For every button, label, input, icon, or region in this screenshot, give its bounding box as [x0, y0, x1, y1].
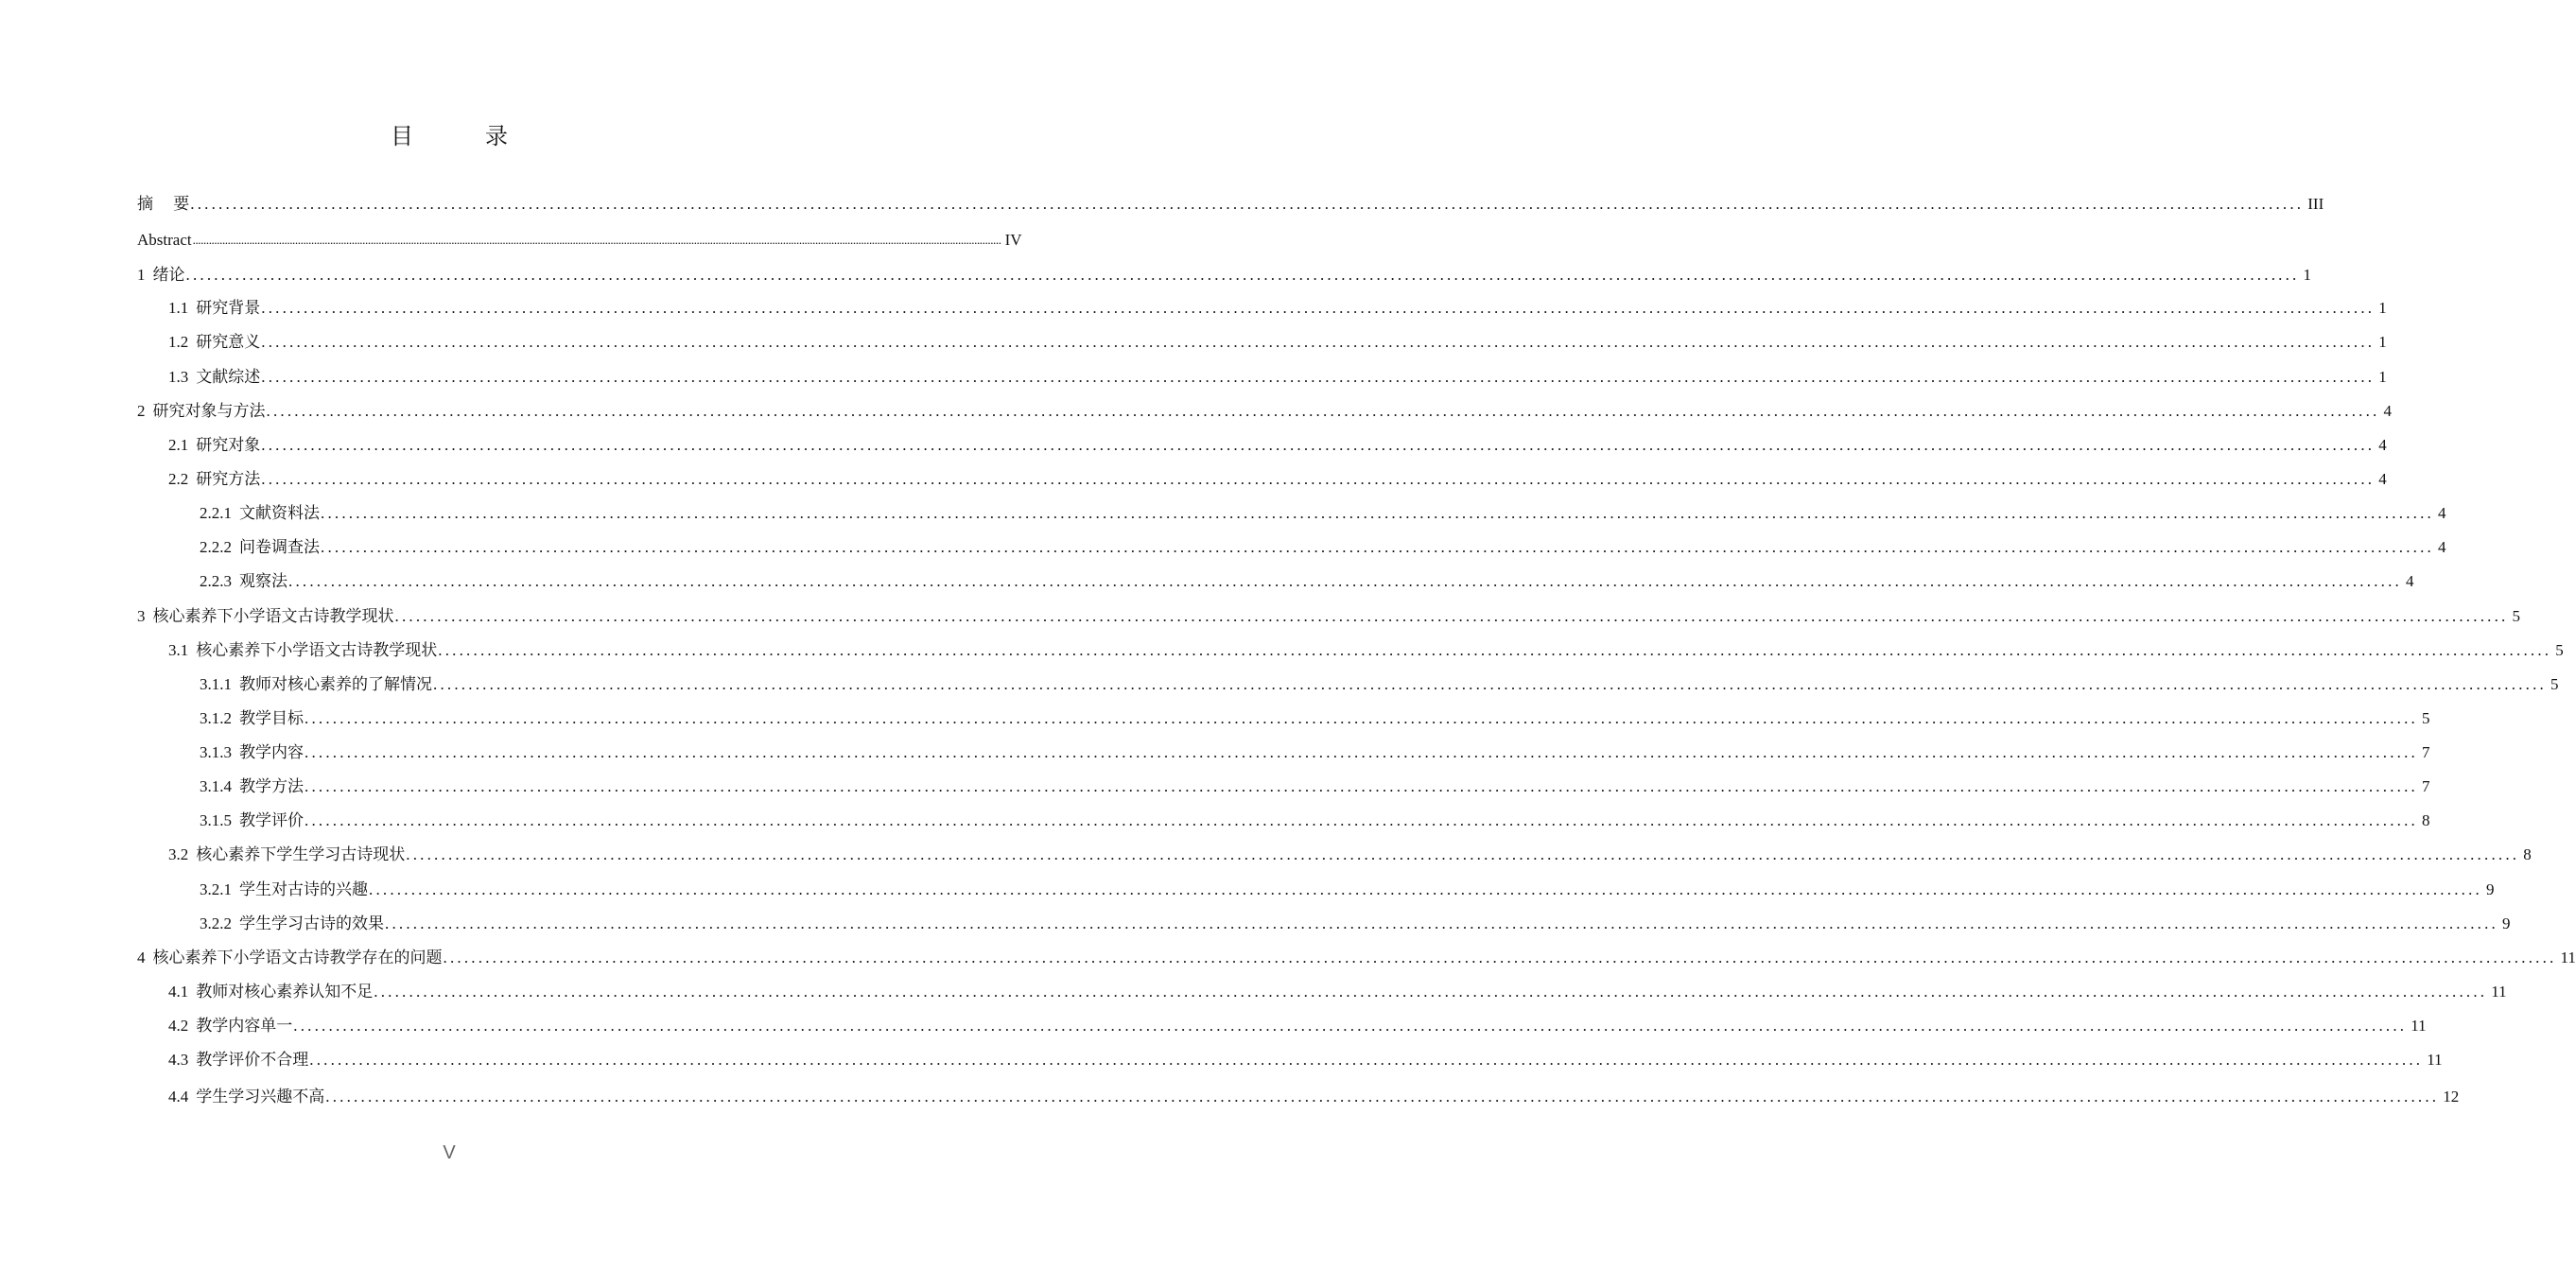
- toc-entry-page: IV: [1004, 231, 1022, 249]
- toc-entry-number: 4.1: [168, 983, 189, 1001]
- toc-entry-number: 4.3: [168, 1051, 189, 1069]
- toc-entry-title: 教学评价不合理: [196, 1051, 309, 1069]
- toc-entry-label: [200, 775, 304, 798]
- toc-entry-title: 学生对古诗的兴趣: [239, 880, 368, 898]
- toc-entry-title: 研究对象与方法: [152, 402, 266, 420]
- toc-entry-label: [168, 1015, 292, 1037]
- toc-leader-dots: ............................................................................................................................................................................................................................................................................................................: [261, 333, 2376, 351]
- toc-entry-page: 12: [2443, 1088, 2460, 1106]
- toc-entry-label: [200, 741, 304, 764]
- toc-entry-title: 教学内容: [239, 743, 304, 761]
- toc-leader-dots: ............................................................................................................................................................................................................................................................................................................: [385, 914, 2498, 932]
- toc-leader-dots: ............................................................................................................................................................................................................................................................................................................: [406, 845, 2520, 863]
- toc-entry-number: 2.2.2: [200, 538, 232, 556]
- toc-entry-number: 3.1.2: [200, 709, 232, 727]
- toc-leader-dots: ............................................................................................................................................................................................................................................................................................................: [305, 709, 2418, 727]
- toc-entry-number: 2.1: [168, 436, 189, 454]
- toc-entry-label: [200, 913, 384, 935]
- toc-entry-page: 8: [2422, 811, 2430, 829]
- toc-entry-page: 4: [2438, 538, 2446, 556]
- toc-entry-title: 核心素养下小学语文古诗教学现状: [152, 607, 394, 625]
- toc-entry[interactable]: [200, 775, 2430, 798]
- toc-entry-number: 1.2: [168, 333, 189, 351]
- toc-entry[interactable]: [200, 570, 2414, 593]
- toc-entry-title: 研究方法: [196, 470, 261, 488]
- toc-entry-title: 摘 要: [137, 195, 190, 213]
- toc-entry-title: 核心素养下学生学习古诗现状: [196, 845, 406, 863]
- toc-leader-dots: ............................................................................................................................................................................................................................................................................................................: [261, 470, 2376, 488]
- toc-entry-number: 1.1: [168, 299, 189, 317]
- toc-entry-number: 2.2: [168, 470, 189, 488]
- toc-entry[interactable]: [200, 673, 2559, 696]
- toc-entry-number: 4: [137, 949, 146, 966]
- toc-entry[interactable]: [200, 879, 2495, 901]
- toc-entry[interactable]: [168, 331, 2387, 354]
- toc-entry[interactable]: [137, 193, 2324, 216]
- toc-entry[interactable]: [168, 468, 2387, 491]
- toc-entry[interactable]: [137, 264, 2311, 287]
- toc-entry-number: 4.2: [168, 1017, 189, 1035]
- toc-entry-page: 4: [2378, 470, 2387, 488]
- toc-entry-label: [168, 1049, 308, 1071]
- toc-entry-title: 研究对象: [196, 436, 261, 454]
- toc-entry-label: [168, 1086, 324, 1108]
- toc-entry-title: 教学目标: [239, 709, 304, 727]
- page-title: 目 录: [391, 125, 532, 149]
- toc-entry[interactable]: [137, 947, 2576, 969]
- toc-entry-title: Abstract: [137, 231, 192, 249]
- page-number: V: [443, 1142, 456, 1163]
- toc-leader-dots: ............................................................................................................................................................................................................................................................................................................: [394, 607, 2509, 625]
- toc-leader-dots: ............................................................................................................................................................................................................................................................................................................: [266, 402, 2380, 420]
- toc-entry-label: [137, 193, 189, 216]
- toc-entry-label: [168, 844, 405, 866]
- toc-entry[interactable]: [168, 297, 2387, 320]
- toc-entry-label: [200, 673, 432, 696]
- toc-entry-label: [168, 434, 260, 457]
- toc-leader-dots: ............................................................................................................................................................................................................................................................................................................: [321, 538, 2434, 556]
- toc-leader-dots: ............................................................................................................................................................................................................................................................................................................: [190, 195, 2305, 213]
- toc-entry-number: 4.4: [168, 1088, 189, 1106]
- toc-entry-label: [200, 502, 320, 525]
- toc-entry-label: [200, 879, 368, 901]
- toc-entry-number: 2.2.1: [200, 504, 232, 522]
- toc-leader-dots: ............................................................................................................................................................................................................................................................................................................: [443, 949, 2557, 966]
- toc-entry-number: 1: [137, 266, 146, 284]
- toc-leader-dots: ............................................................................................................................................................................................................................................................................................................: [309, 1051, 2424, 1069]
- toc-entry-label: [168, 468, 260, 491]
- toc-entry-title: 教学内容单一: [196, 1017, 293, 1035]
- toc-entry-page: III: [2307, 195, 2324, 213]
- toc-entry-title: 核心素养下小学语文古诗教学存在的问题: [152, 949, 443, 966]
- toc-leader-dots: ............................................................................................................................................................................................................................................................................................................: [374, 983, 2488, 1001]
- toc-leader-dots: ............................................................................................................................................................................................................................................................................................................: [369, 880, 2482, 898]
- toc-leader-dots: ............................................................................................................................................................................................................................................................................................................: [438, 641, 2552, 659]
- toc-leader-dots: ............................................................................................................................................................................................................................................................................................................: [321, 504, 2434, 522]
- toc-entry-label: [137, 229, 192, 252]
- toc-entry-label: [168, 297, 260, 320]
- toc-entry-page: 1: [2378, 368, 2387, 386]
- toc-entry-page: 5: [2550, 675, 2559, 693]
- toc-entry-title: 学生学习古诗的效果: [239, 914, 384, 932]
- toc-entry[interactable]: [168, 981, 2507, 1003]
- toc-entry[interactable]: [200, 502, 2446, 525]
- toc-entry-page: 7: [2422, 777, 2430, 795]
- toc-entry-page: 8: [2523, 845, 2532, 863]
- toc-leader-dots: ............................................................................................................................................................................................................................................................................................................: [185, 266, 2300, 284]
- toc-entry-label: [200, 707, 304, 730]
- toc-entry-page: 1: [2378, 299, 2387, 317]
- toc-entry-page: 5: [2512, 607, 2520, 625]
- toc-entry-page: 4: [2438, 504, 2446, 522]
- toc-entry-page: 5: [2422, 709, 2430, 727]
- toc-entry-page: 9: [2502, 914, 2511, 932]
- toc-entry[interactable]: [200, 741, 2430, 764]
- toc-entry-title: 学生学习兴趣不高: [196, 1088, 325, 1106]
- toc-entry-page: 11: [2560, 949, 2576, 966]
- toc-entry-label: [168, 981, 373, 1003]
- toc-entry-page: 11: [2427, 1051, 2443, 1069]
- toc-entry-title: 绪论: [152, 266, 185, 284]
- toc-entry-title: 文献资料法: [239, 504, 320, 522]
- toc-entry-page: 9: [2486, 880, 2495, 898]
- toc-leader-dots: ............................................................................................................................................................................................................................................................................................................: [305, 777, 2418, 795]
- toc-entry-number: 1.3: [168, 368, 189, 386]
- toc-entry[interactable]: [200, 536, 2446, 559]
- toc-entry-label: [137, 264, 185, 287]
- toc-entry-page: 5: [2555, 641, 2564, 659]
- toc-leader-dots: ............................................................................................................................................................................................................................................................................................................: [192, 233, 1001, 247]
- toc-entry-title: 教学评价: [239, 811, 304, 829]
- toc-entry-page: 1: [2378, 333, 2387, 351]
- toc-leader-dots: ............................................................................................................................................................................................................................................................................................................: [433, 675, 2547, 693]
- toc-entry[interactable]: [168, 1049, 2443, 1071]
- toc-entry-title: 文献综述: [196, 368, 261, 386]
- toc-entry-number: 3: [137, 607, 146, 625]
- toc-entry-title: 观察法: [239, 572, 287, 590]
- toc-entry-label: [168, 331, 260, 354]
- toc-entry-number: 3.2: [168, 845, 189, 863]
- toc-entry-page: 7: [2422, 743, 2430, 761]
- toc-entry-title: 研究背景: [196, 299, 261, 317]
- toc-entry-number: 2.2.3: [200, 572, 232, 590]
- toc-entry-title: 教师对核心素养认知不足: [196, 983, 374, 1001]
- toc-entry-page: 11: [2491, 983, 2507, 1001]
- toc-entry-title: 教师对核心素养的了解情况: [239, 675, 432, 693]
- toc-leader-dots: ............................................................................................................................................................................................................................................................................................................: [288, 572, 2402, 590]
- toc-leader-dots: ............................................................................................................................................................................................................................................................................................................: [305, 811, 2418, 829]
- toc-entry-label: [137, 605, 394, 628]
- toc-entry-label: [168, 366, 260, 389]
- toc-entry[interactable]: [200, 707, 2430, 730]
- toc-leader-dots: ............................................................................................................................................................................................................................................................................................................: [293, 1017, 2408, 1035]
- toc-leader-dots: ............................................................................................................................................................................................................................................................................................................: [261, 299, 2376, 317]
- toc-entry-title: 研究意义: [196, 333, 261, 351]
- toc-entry-number: 3.1.5: [200, 811, 232, 829]
- toc-entry-label: [200, 570, 287, 593]
- toc-leader-dots: ............................................................................................................................................................................................................................................................................................................: [305, 743, 2418, 761]
- toc-leader-dots: ............................................................................................................................................................................................................................................................................................................: [325, 1088, 2440, 1106]
- toc-entry[interactable]: [137, 400, 2392, 423]
- toc-entry[interactable]: [200, 913, 2511, 935]
- toc-entry-page: 4: [2378, 436, 2387, 454]
- toc-entry-title: 教学方法: [239, 777, 304, 795]
- toc-entry-label: [168, 639, 437, 662]
- toc-leader-dots: ............................................................................................................................................................................................................................................................................................................: [261, 368, 2376, 386]
- toc-entry-number: 3.1: [168, 641, 189, 659]
- toc-entry-page: 4: [2383, 402, 2392, 420]
- toc-entry[interactable]: [168, 844, 2532, 866]
- toc-entry-title: 核心素养下小学语文古诗教学现状: [196, 641, 438, 659]
- toc-entry[interactable]: [168, 366, 2387, 389]
- toc-entry-label: [137, 400, 266, 423]
- toc-entry[interactable]: [168, 1015, 2427, 1037]
- toc-entry-number: 3.1.4: [200, 777, 232, 795]
- toc-entry-number: 3.1.3: [200, 743, 232, 761]
- toc-entry-label: [200, 536, 320, 559]
- toc-leader-dots: ............................................................................................................................................................................................................................................................................................................: [261, 436, 2376, 454]
- toc-entry-label: [200, 810, 304, 832]
- toc-entry-label: [137, 947, 443, 969]
- toc-entry[interactable]: [168, 434, 2387, 457]
- toc-entry-title: 问卷调查法: [239, 538, 320, 556]
- toc-entry[interactable]: [200, 810, 2430, 832]
- toc-entry-number: 2: [137, 402, 146, 420]
- toc-entry-number: 3.2.1: [200, 880, 232, 898]
- toc-entry-page: 11: [2411, 1017, 2427, 1035]
- toc-entry[interactable]: [137, 229, 1022, 252]
- toc-entry-number: 3.1.1: [200, 675, 232, 693]
- toc-entry-page: 1: [2303, 266, 2311, 284]
- toc-entry[interactable]: [168, 1086, 2460, 1108]
- toc-entry[interactable]: [137, 605, 2520, 628]
- toc-entry-page: 4: [2406, 572, 2414, 590]
- toc-entry-number: 3.2.2: [200, 914, 232, 932]
- toc-entry[interactable]: [168, 639, 2564, 662]
